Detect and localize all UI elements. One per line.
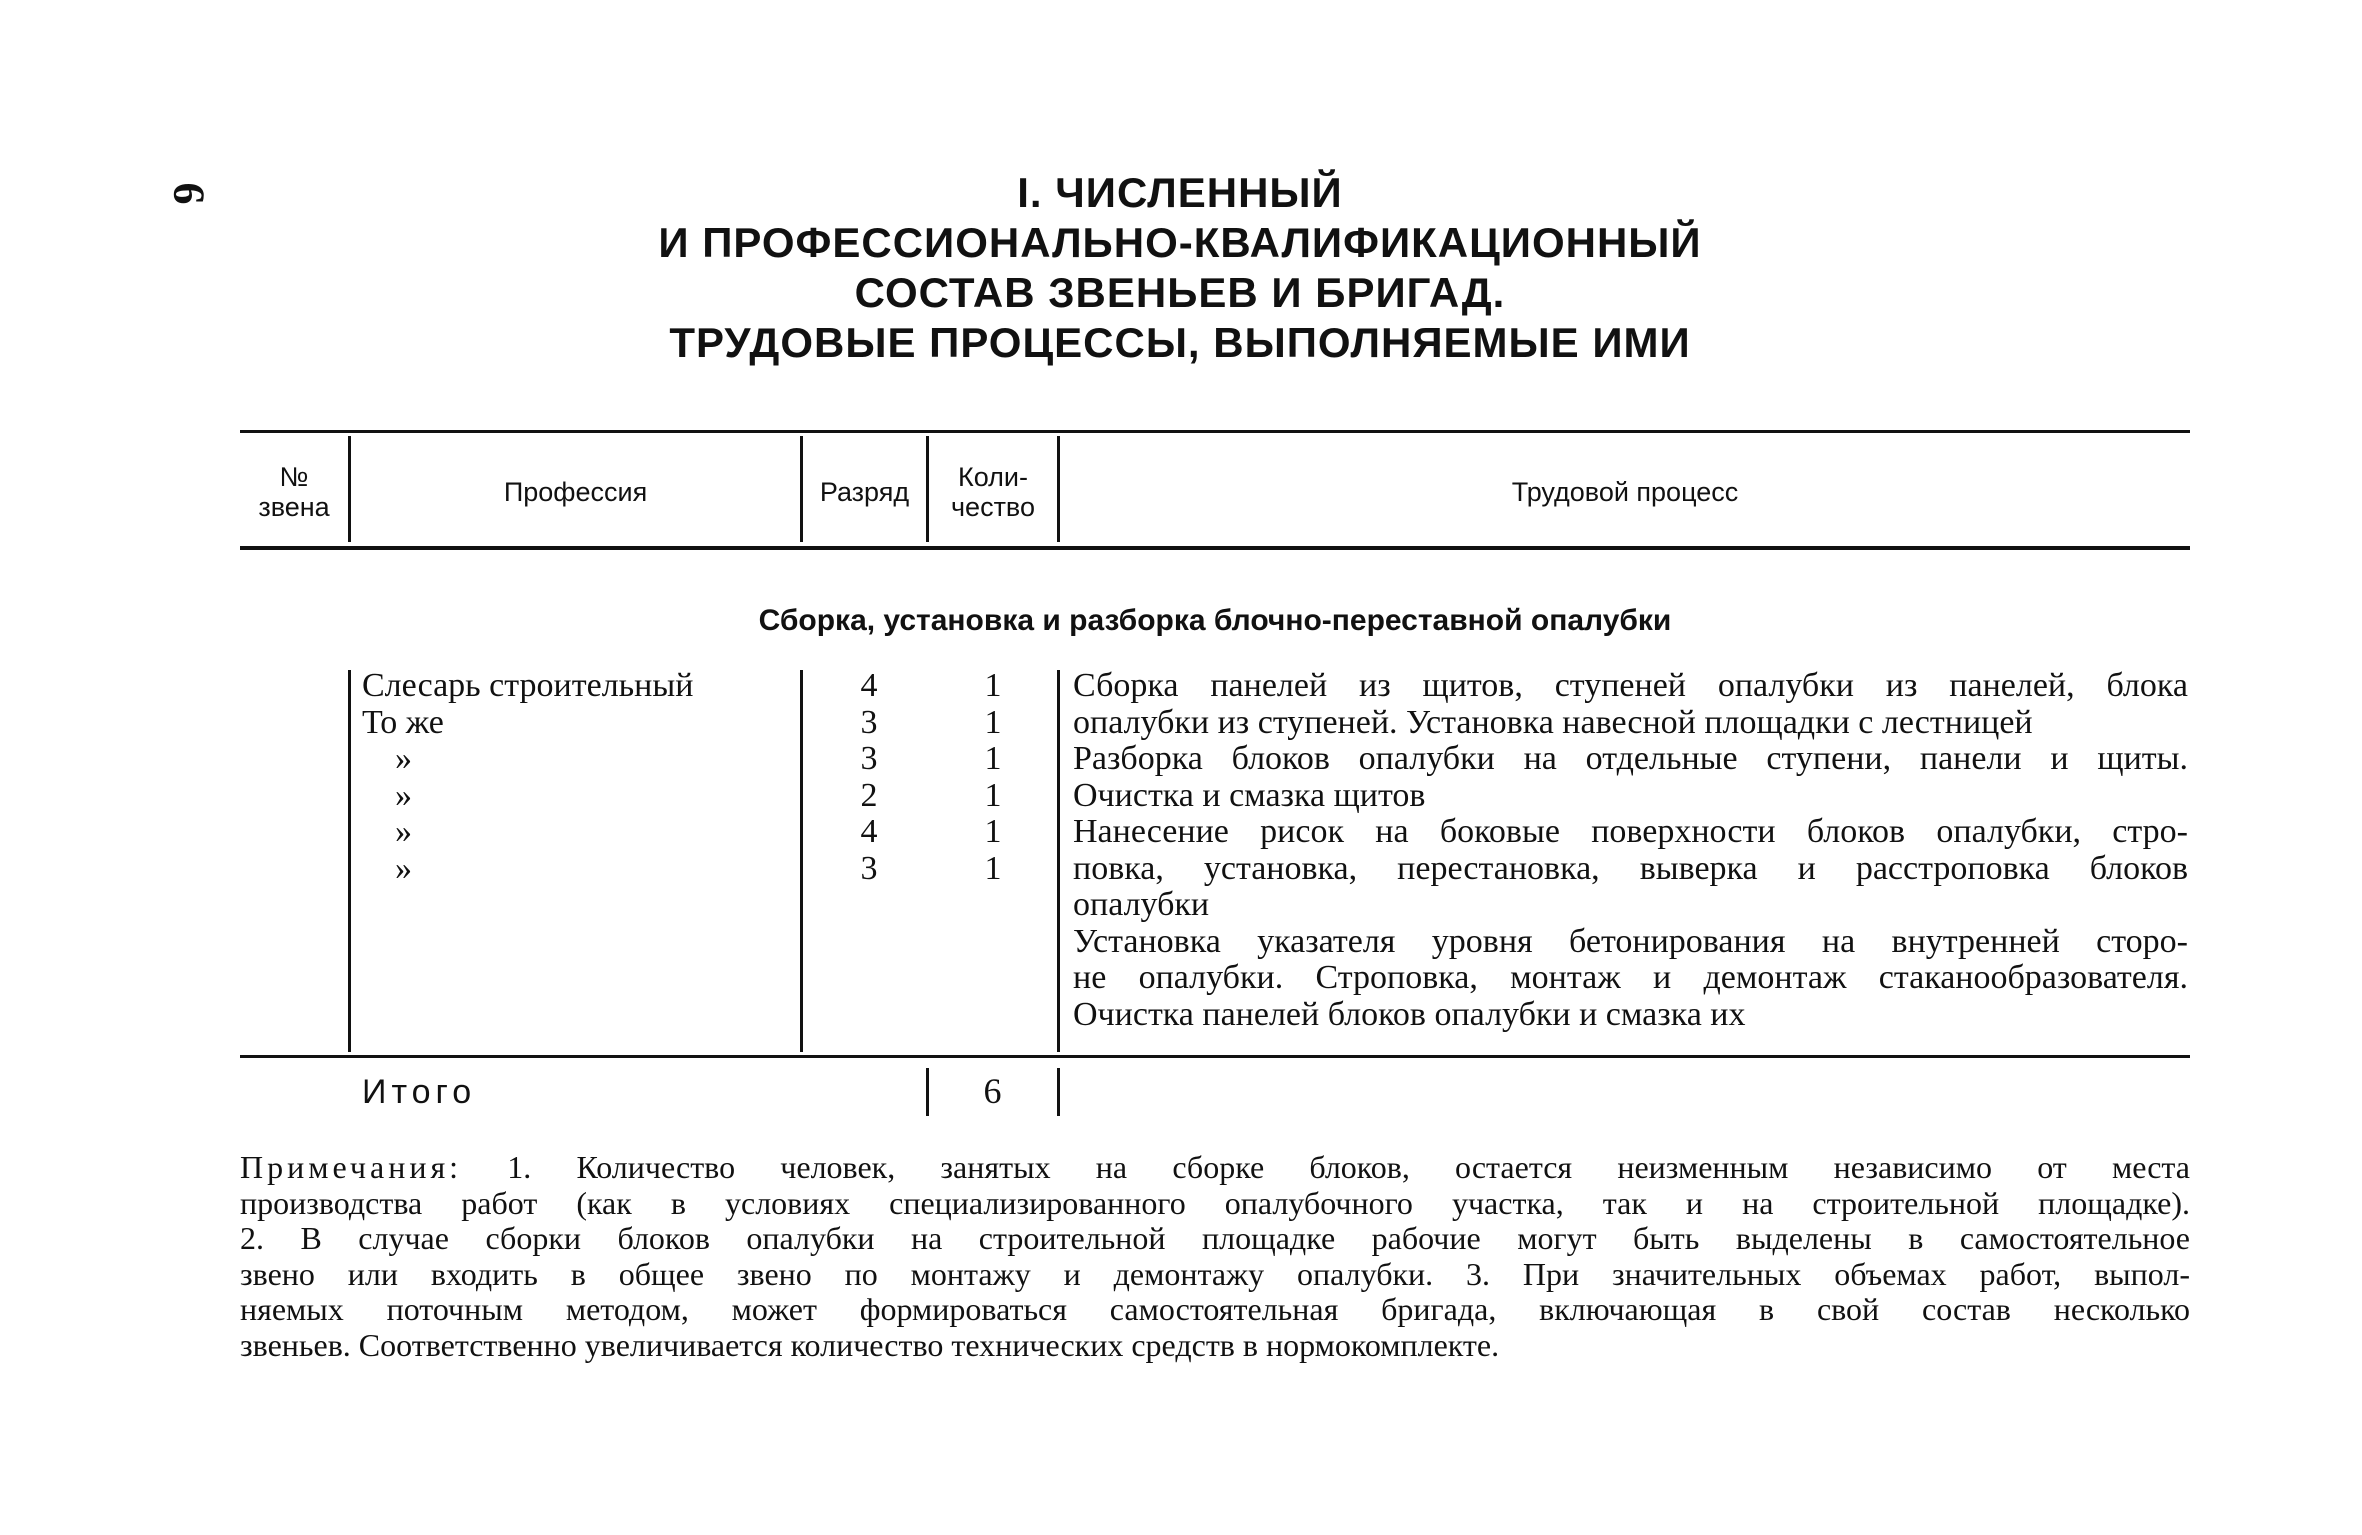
total-value: 6: [983, 1071, 1002, 1111]
profession-cell: »: [395, 776, 412, 814]
profession-cell: То же: [362, 703, 444, 741]
title-line: И ПРОФЕССИОНАЛЬНО-КВАЛИФИКАЦИОННЫЙ: [658, 219, 1702, 266]
total-divider: [1057, 1068, 1060, 1116]
notes-label: Примечания:: [240, 1149, 463, 1185]
header-rank: Разряд: [819, 477, 910, 507]
header-unit-number: № звена: [258, 462, 330, 522]
note-line: 2. В случае сборки блоков опалубки на строительной площадке рабочие могут быть выделены в самостоятельное: [240, 1220, 2190, 1256]
process-line: Установка указателя уровня бетонирования на внутренней сторо-: [1073, 922, 2188, 960]
table-top-rule: [240, 430, 2190, 433]
quantity-cell: 1: [984, 703, 1002, 741]
process-line: повка, установка, перестановка, выверка и расстроповка блоков: [1073, 849, 2188, 887]
process-line: опалубки: [1073, 886, 1210, 923]
process-line: Нанесение рисок на боковые поверхности блоков опалубки, стро-: [1073, 813, 2188, 850]
quantity-cell: 1: [984, 776, 1002, 814]
note-text: 1. Количество человек, занятых на сборке блоков, остается неизменным независимо от места: [507, 1149, 2191, 1185]
rank-cell: 3: [860, 703, 878, 741]
note-line: звено или входить в общее звено по монтажу и демонтажу опалубки. 3. При значительных объемах работ, выпол-: [240, 1255, 2190, 1292]
labor-process-column: [1073, 668, 2188, 1033]
process-line: не опалубки. Строповка, монтаж и демонтаж стаканообразователя.: [1073, 959, 2188, 996]
header-profession: Профессия: [503, 477, 648, 507]
title-line: I. ЧИСЛЕННЫЙ: [1017, 169, 1343, 216]
title-line: ТРУДОВЫЕ ПРОЦЕССЫ, ВЫПОЛНЯЕМЫЕ ИМИ: [669, 319, 1691, 366]
profession-cell: »: [395, 740, 412, 777]
total-label: Итого: [362, 1073, 477, 1111]
rank-cell: 3: [860, 849, 878, 887]
quantity-cell: 1: [984, 740, 1002, 777]
section-title: Сборка, установка и разборка блочно-переставной опалубки: [758, 604, 1672, 637]
rank-cell: 4: [860, 667, 878, 704]
quantity-cell: 1: [984, 813, 1002, 850]
page-title: [640, 168, 1720, 368]
quantity-cell: 1: [984, 849, 1002, 887]
profession-cell: Слесарь строительный: [362, 667, 694, 704]
body-bottom-rule: [240, 1055, 2190, 1058]
total-divider: [926, 1068, 929, 1116]
quantity-cell: 1: [984, 667, 1002, 704]
rank-cell: 2: [860, 776, 878, 814]
process-line: Очистка панелей блоков опалубки и смазка их: [1073, 995, 1746, 1033]
note-line: звеньев. Соответственно увеличивается количество технических средств в нормокомплекте.: [240, 1326, 1500, 1363]
process-line: опалубки из ступеней. Установка навесной площадки с лестницей: [1073, 703, 2033, 741]
process-line: Сборка панелей из щитов, ступеней опалубки из панелей, блока: [1073, 667, 2188, 704]
title-line: СОСТАВ ЗВЕНЬЕВ И БРИГАД.: [854, 269, 1506, 316]
profession-cell: »: [395, 813, 412, 850]
profession-cell: »: [395, 849, 412, 887]
process-line: Разборка блоков опалубки на отдельные ступени, панели и щиты.: [1073, 740, 2188, 777]
header-quantity: Коли- чество: [950, 462, 1035, 522]
notes: [240, 1150, 2190, 1363]
rank-cell: 4: [860, 813, 878, 850]
note-line: няемых поточным методом, может формироваться самостоятельная бригада, включающая в свой состав несколько: [240, 1291, 2190, 1327]
process-line: Очистка и смазка щитов: [1073, 776, 1426, 814]
rank-cell: 3: [860, 740, 878, 777]
header-labor-process: Трудовой процесс: [1511, 477, 1739, 507]
page-number: 6: [164, 182, 214, 205]
note-line: производства работ (как в условиях специализированного опалубочного участка, так и на строительной площадке).: [240, 1184, 2190, 1221]
note-line: [240, 1150, 2190, 1186]
